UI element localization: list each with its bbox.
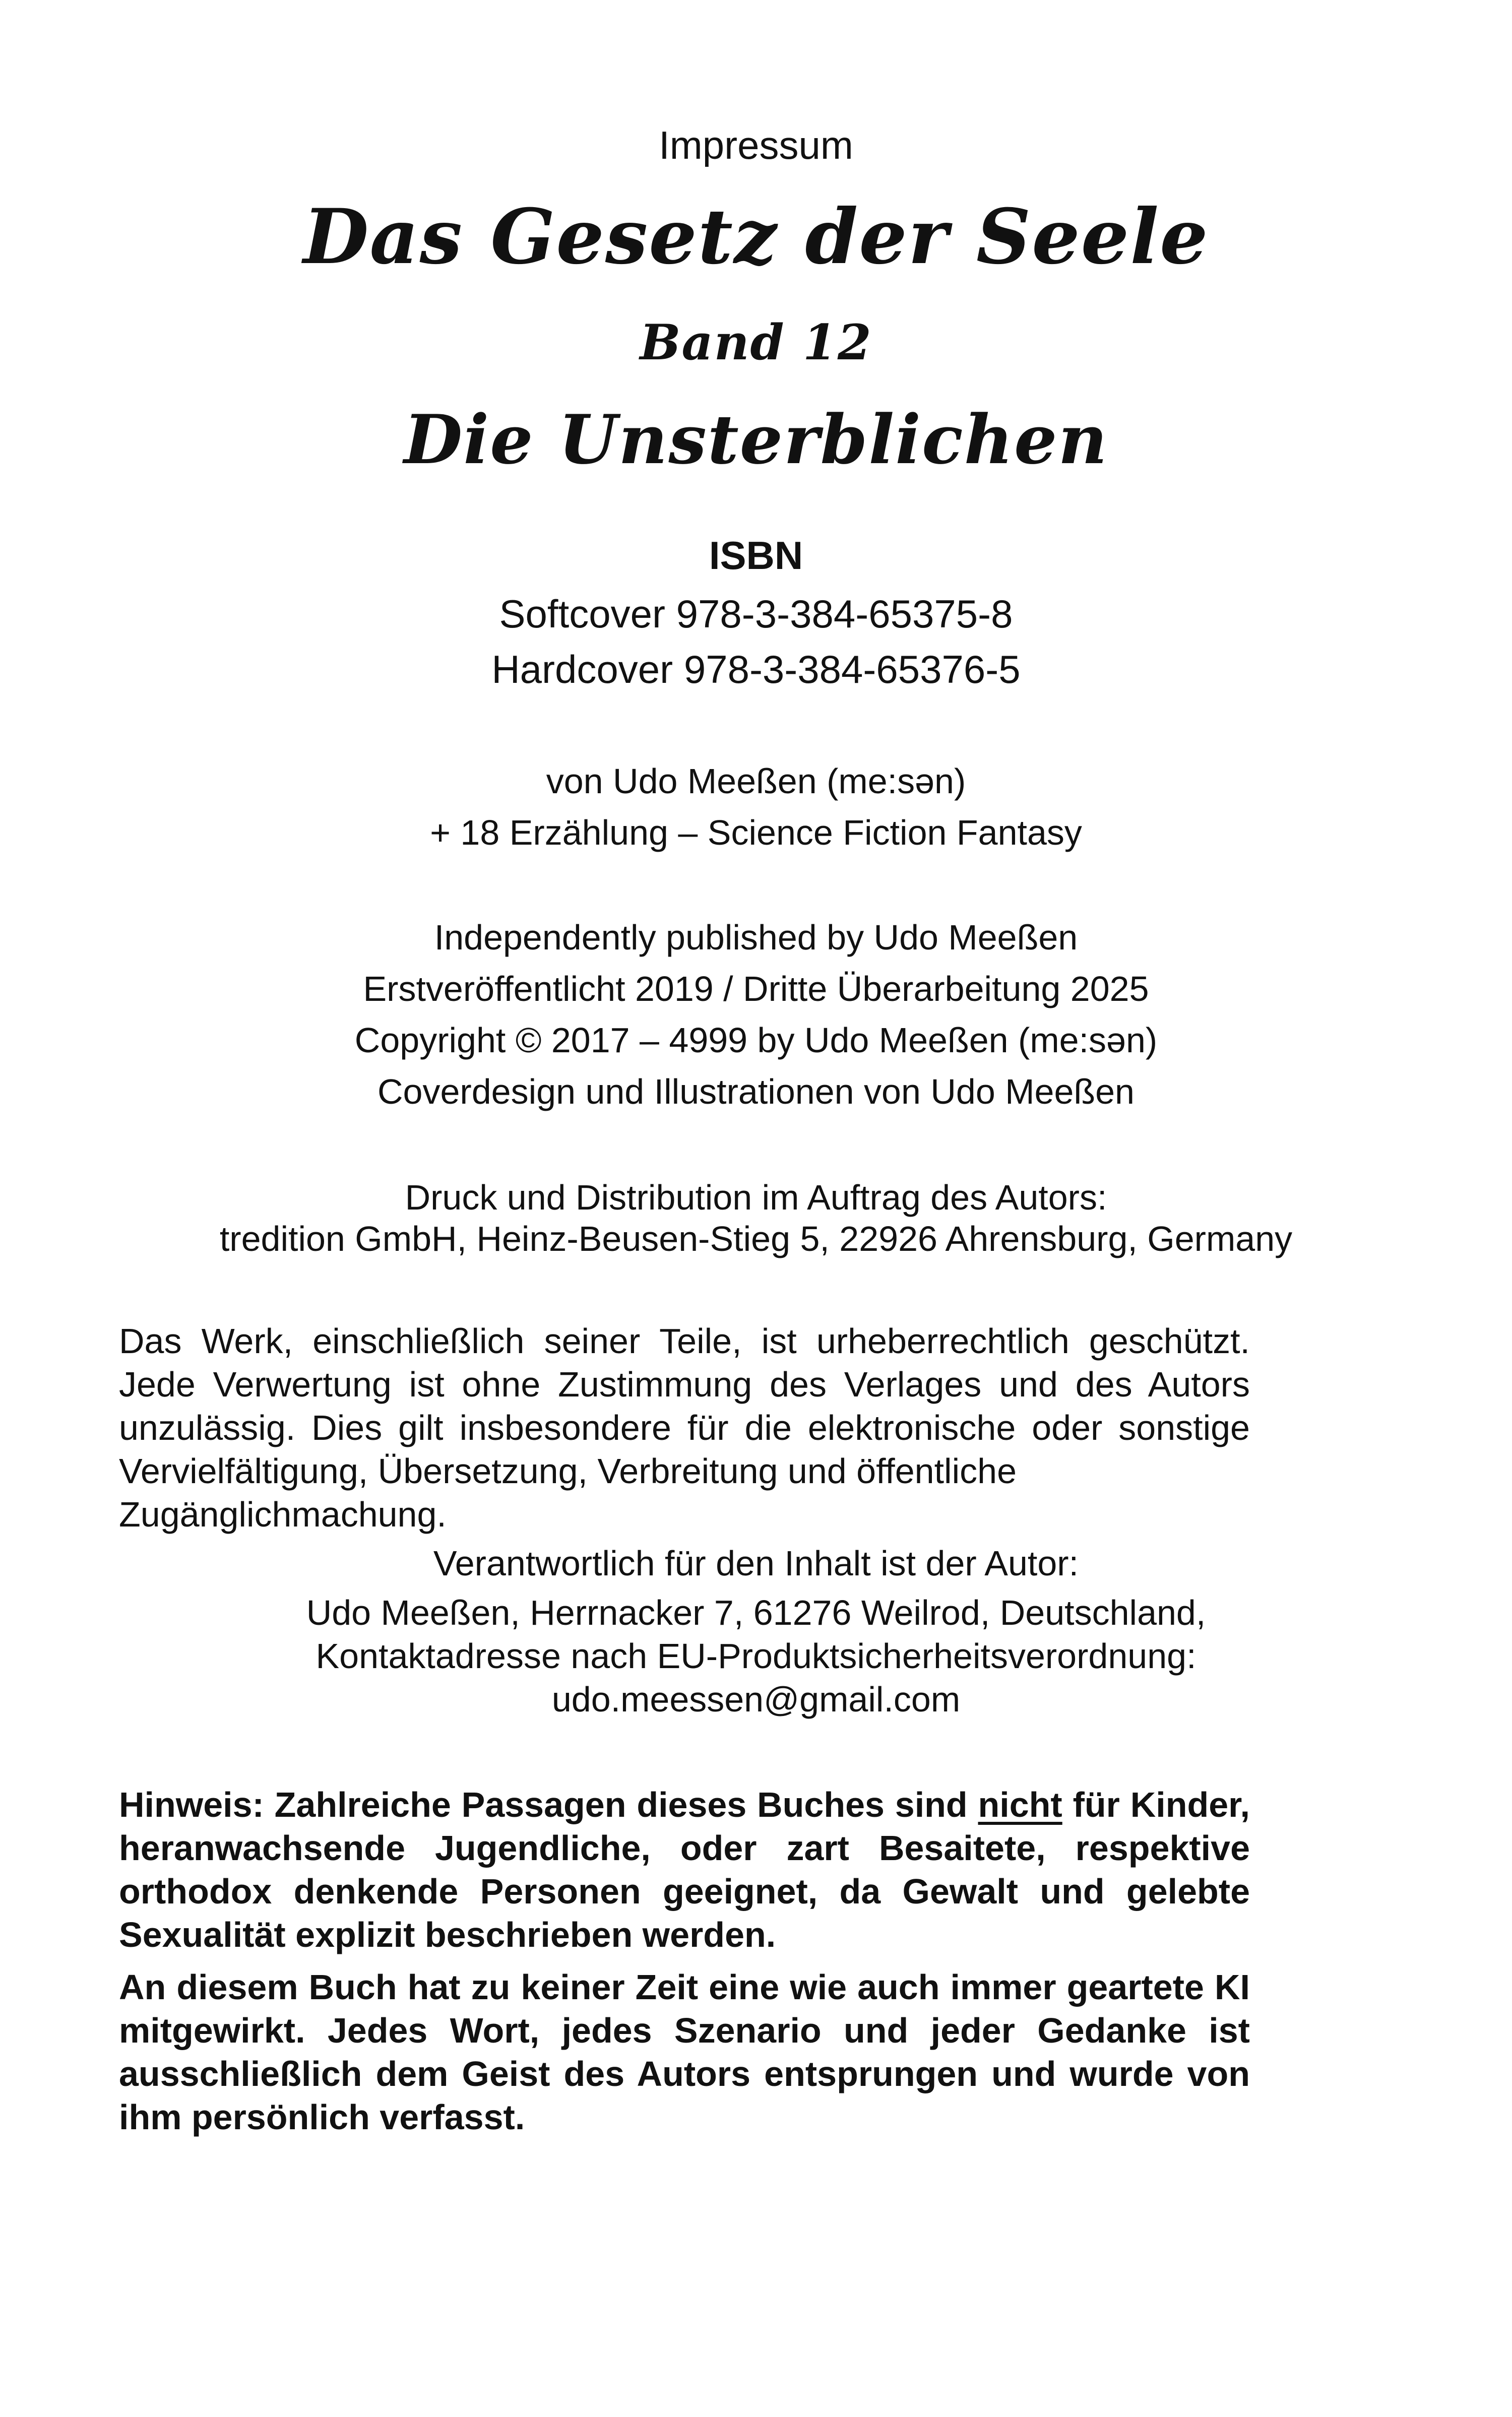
- printer-address-line: tredition GmbH, Heinz-Beusen-Stieg 5, 22926 Ahrensburg, Germany: [219, 1219, 1293, 1258]
- isbn-hardcover: Hardcover 978-3-384-65376-5: [491, 647, 1021, 691]
- edition-line: Erstveröffentlicht 2019 / Dritte Überarbeitung 2025: [363, 969, 1149, 1008]
- page-heading: Impressum: [659, 123, 853, 167]
- isbn-softcover: Softcover 978-3-384-65375-8: [499, 592, 1013, 636]
- author-address-line: Udo Meeßen, Herrnacker 7, 61276 Weilrod, Deutschland,: [306, 1593, 1206, 1632]
- isbn-label: ISBN: [709, 533, 803, 578]
- copyright-notice: [119, 1319, 1250, 1536]
- genre-line: + 18 Erzählung – Science Fiction Fantasy: [430, 813, 1082, 852]
- content-warning: [119, 1783, 1250, 1956]
- ai-disclaimer: An diesem Buch hat zu keiner Zeit eine wie auch immer geartete KI mitgewirkt. Jedes Wort, jedes Szenario und jeder Gedanke ist ausschließlich dem Geist des Autors entsprungen und wurde von ihm persönlich verfasst.: [119, 1967, 1250, 2137]
- eu-contact-line: Kontaktadresse nach EU-Produktsicherheitsverordnung:: [316, 1636, 1196, 1676]
- publisher-line: Independently published by Udo Meeßen: [434, 918, 1078, 957]
- volume-label: Band 12: [640, 314, 872, 371]
- book-title: Das Gesetz der Seele: [303, 193, 1209, 281]
- cover-credit-line: Coverdesign und Illustrationen von Udo Meeßen: [377, 1072, 1135, 1111]
- author-line: von Udo Meeßen (me:sən): [546, 761, 966, 801]
- copyright-line: Copyright © 2017 – 4999 by Udo Meeßen (me:sən): [354, 1021, 1158, 1060]
- content-warning-part2: für Kinder, heranwachsende Jugendliche, oder zart Besaitete, respektive orthodox denkende Personen geeignet, da Gewalt und gelebte Sexualität explizit beschrieben werden.: [119, 1785, 1250, 1954]
- copyright-notice-text: Das Werk, einschließlich seiner Teile, ist urheberrechtlich geschützt. Jede Verwertung ist ohne Zustimmung des Verlages und des Autors unzulässig. Dies gilt insbesondere für die elektronische oder sonstige Vervielfältigung, Übersetzung, Verbreitung und öffentliche: [119, 1321, 1250, 1491]
- print-distribution-line: Druck und Distribution im Auftrag des Autors:: [405, 1178, 1107, 1217]
- copyright-notice-end: Zugänglichmachung.: [119, 1495, 447, 1534]
- book-subtitle: Die Unsterblichen: [404, 400, 1108, 479]
- content-warning-emphasis: nicht: [978, 1785, 1062, 1824]
- content-warning-part1: Hinweis: Zahlreiche Passagen dieses Buches sind: [119, 1785, 968, 1824]
- email-line: udo.meessen@gmail.com: [551, 1680, 961, 1719]
- responsibility-line: Verantwortlich für den Inhalt ist der Autor:: [433, 1544, 1079, 1583]
